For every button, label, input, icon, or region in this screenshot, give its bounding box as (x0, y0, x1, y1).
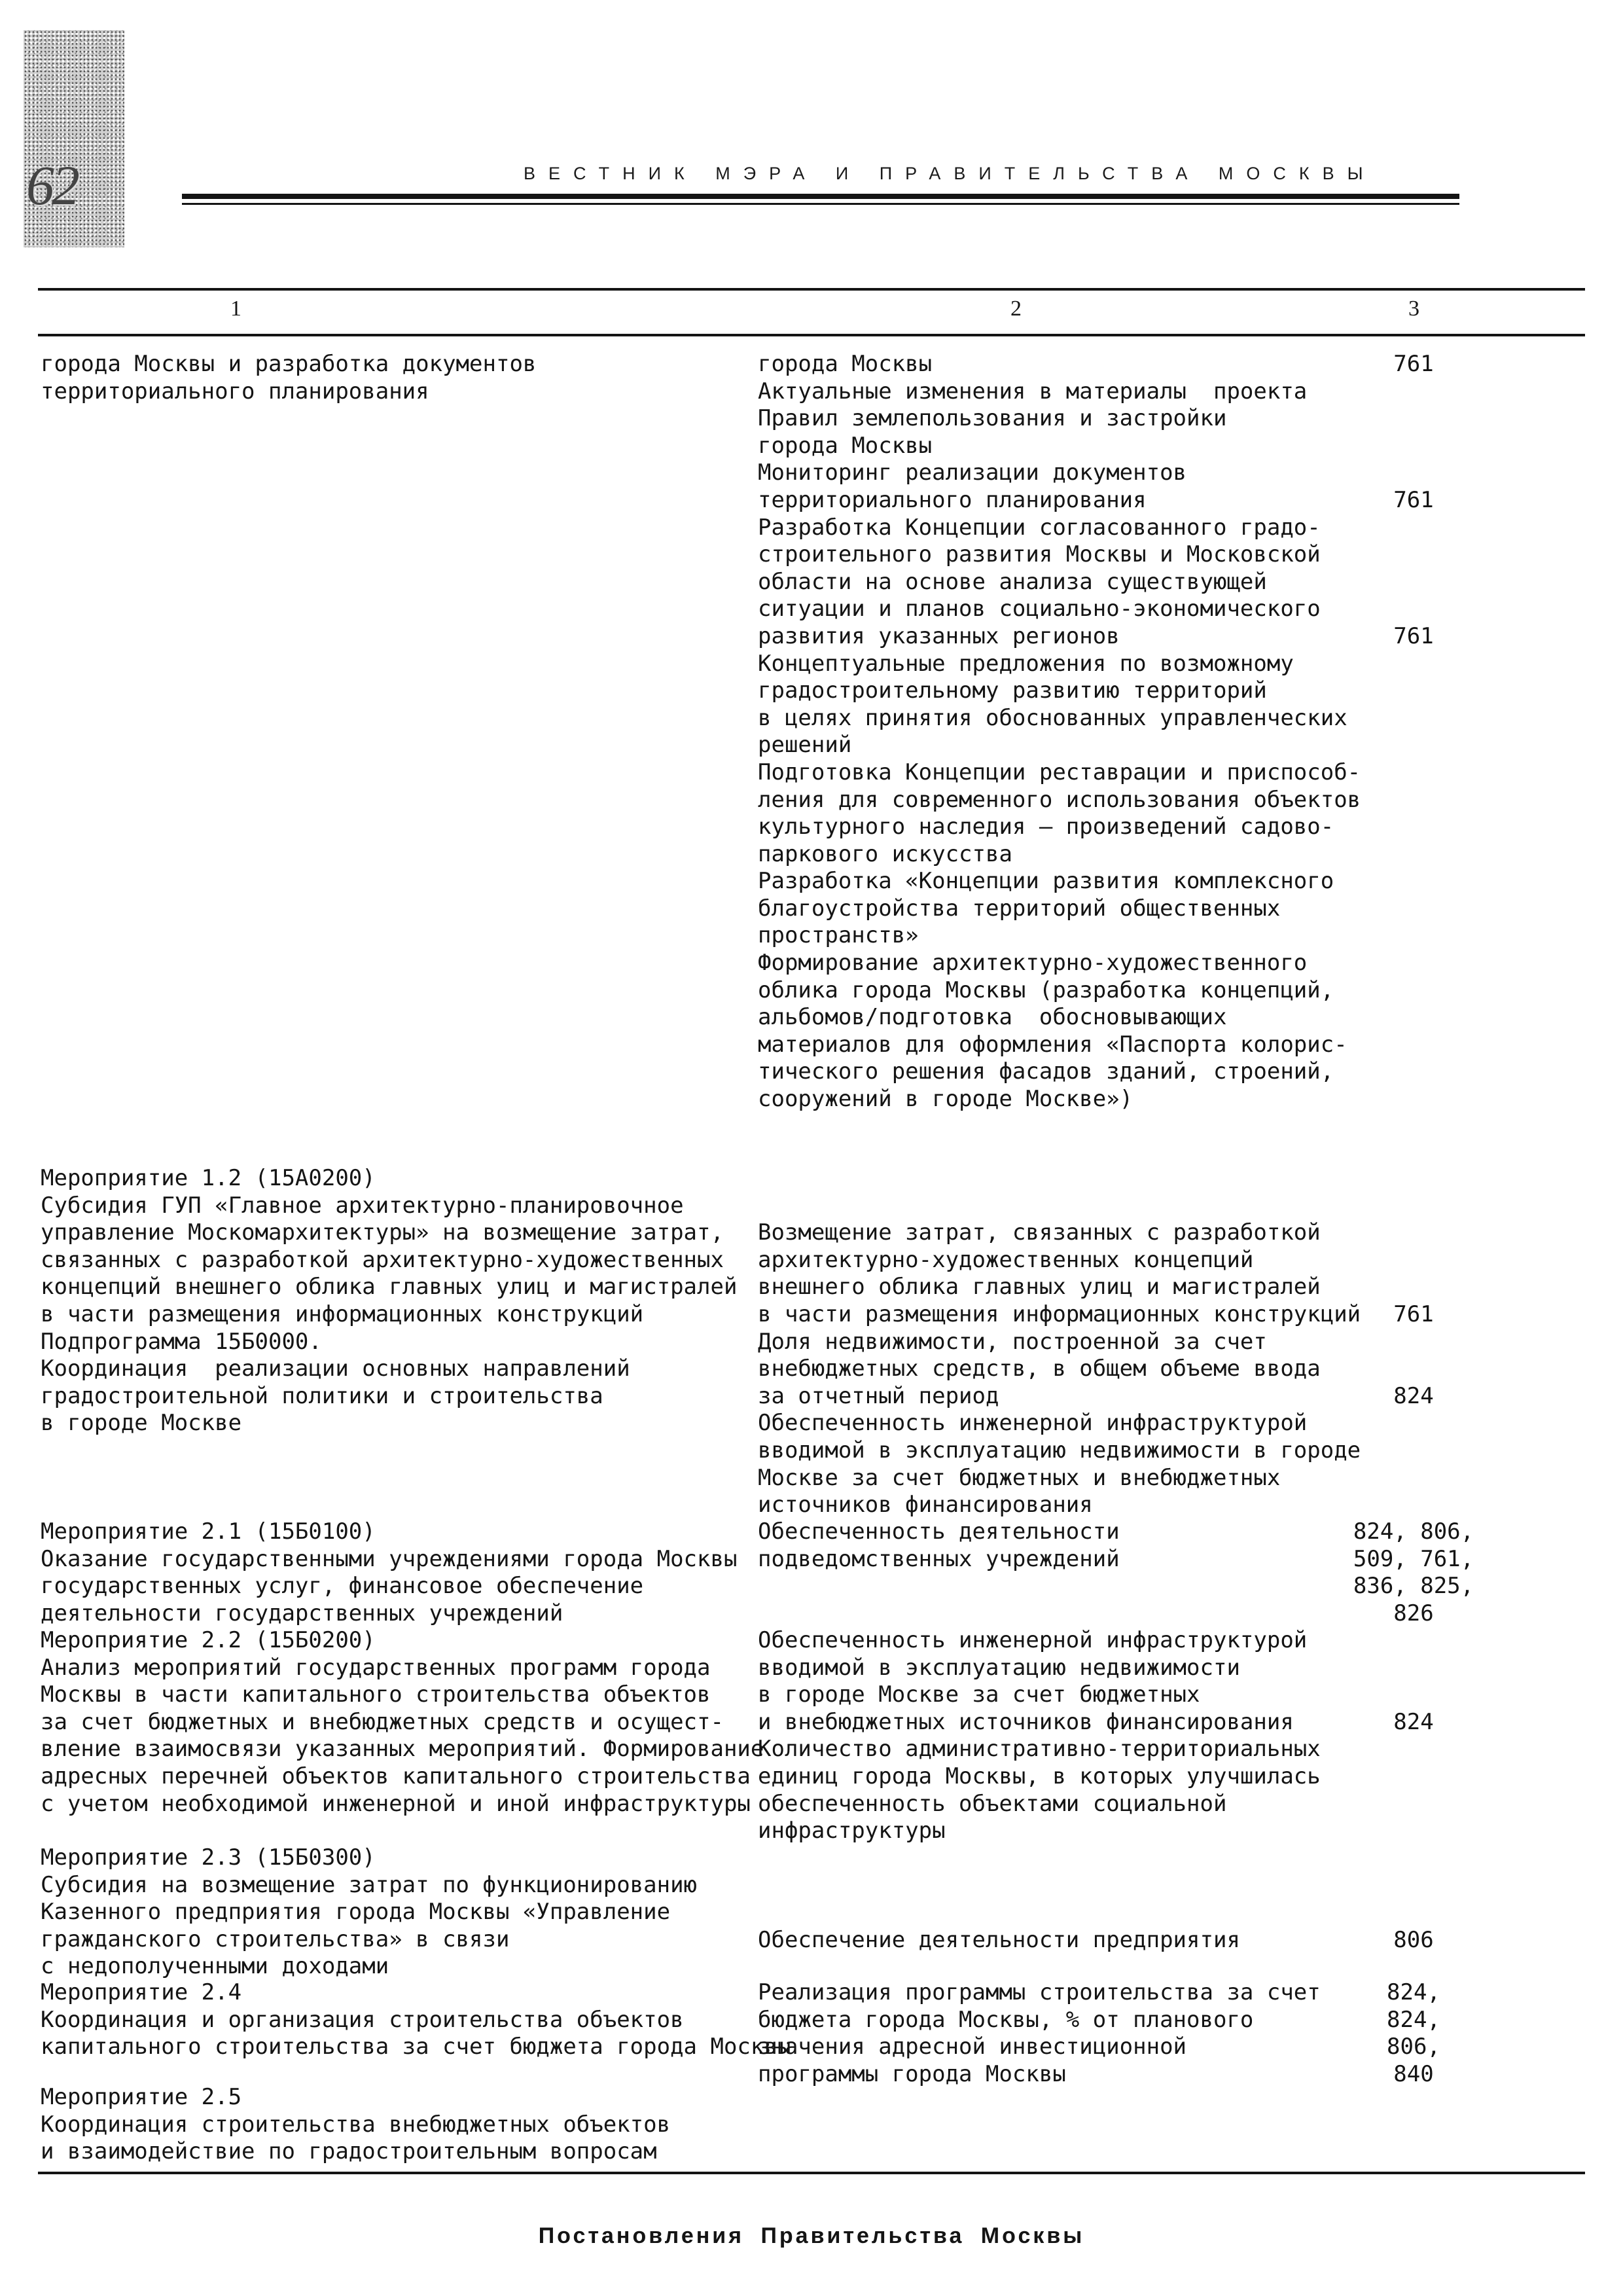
page-number: 62 (26, 154, 77, 217)
journal-title: ВЕСТНИК МЭРА И ПРАВИТЕЛЬСТВА МОСКВЫ (524, 164, 1376, 183)
table-header-rule (38, 334, 1585, 336)
table-top-rule (38, 288, 1585, 291)
row-0-col3: 761 761 761 (1393, 351, 1434, 649)
row-4-col2: Обеспечение деятельности предприятия (758, 1927, 1240, 1953)
row-3-col3: 824 (1393, 1708, 1434, 1735)
row-1-col3: 761 824 (1393, 1300, 1434, 1409)
row-3-col1: Мероприятие 2.2 (15Б0200) Анализ мероприятий государственных программ города Москвы в части капитального строительства объектов за счет бюджетных и внебюджетных средств и осущест- вление взаимосвязи указанных мероприятий. Формирование адресных перечней объектов капитального строительства с учетом необходимой инженерной и иной инфраструктуры (41, 1627, 764, 1817)
row-5-col1: Мероприятие 2.4 Координация и организация строительства объектов капитального строительства за счет бюджета города Москвы (41, 1979, 791, 2060)
column-header-1: 1 (230, 296, 241, 321)
column-header-3: 3 (1408, 296, 1419, 321)
row-2-col2: Обеспеченность деятельности подведомственных учреждений (758, 1518, 1120, 1572)
row-3-col2: Обеспеченность инженерной инфраструктурой вводимой в эксплуатацию недвижимости в городе Москве за счет бюджетных и внебюджетных источников финансирования Количество административно-территориальных единиц города Москвы, в которых улучшилась обеспеченность объектами социальной инфраструктуры (758, 1627, 1321, 1844)
header-rule-thick (182, 194, 1459, 199)
row-0-col2: города Москвы Актуальные изменения в материалы проекта Правил землепользования и застройки города Москвы Мониторинг реализации документов территориального планирования Разработка Концепции согласованного градо- строительного развития Москвы и Московской области на основе анализа существующей ситуации и планов социально-экономического развития указанных регионов Концептуальные предложения по возможному градостроительному развитию территорий в целях принятия обоснованных управленческих решений Подготовка Концепции реставрации и приспособ- ления для современного использования объектов культурного наследия — произведений садово- паркового искусства Разработка «Концепции развития комплексного благоустройства территорий общественных пространств» Формирование архитектурно-художественного облика города Москвы (разработка концепций, альбомов/подготовка обосновывающих материалов для оформления «Паспорта колорис- тического решения фасадов зданий, строений, сооружений в городе Москве») (758, 351, 1361, 1113)
row-0-col1: города Москвы и разработка документов территориального планирования (41, 351, 537, 404)
column-header-2: 2 (1010, 296, 1022, 321)
row-5-col2: Реализация программы строительства за счет бюджета города Москвы, % от планового значения адресной инвестиционной программы города Москвы (758, 1979, 1321, 2087)
row-4-col3: 806 (1393, 1927, 1434, 1953)
footer-section-title: Постановления Правительства Москвы (538, 2223, 1085, 2248)
header-rule-thin (182, 203, 1459, 205)
row-2-col3: 824, 806, 509, 761, 836, 825, 826 (1353, 1518, 1474, 1626)
row-4-col1: Мероприятие 2.3 (15Б0300) Субсидия на возмещение затрат по функционированию Казенного предприятия города Москвы «Управление гражданского строительства» в связи с недополученными доходами (41, 1844, 698, 1980)
row-1-col2: Возмещение затрат, связанных с разработкой архитектурно-художественных концепций внешнего облика главных улиц и магистралей в части размещения информационных конструкций Доля недвижимости, построенной за счет внебюджетных средств, в общем объеме ввода за отчетный период Обеспеченность инженерной инфраструктурой вводимой в эксплуатацию недвижимости в городе Москве за счет бюджетных и внебюджетных источников финансирования (758, 1219, 1361, 1518)
table-bottom-rule (38, 2172, 1585, 2174)
row-6-col1: Мероприятие 2.5 Координация строительства внебюджетных объектов и взаимодействие по градостроительным вопросам (41, 2084, 671, 2165)
row-5-col3: 824, 824, 806, 840 (1387, 1979, 1440, 2087)
row-1-col1: Мероприятие 1.2 (15А0200) Субсидия ГУП «Главное архитектурно-планировочное управление Москомархитектуры» на возмещение затрат, связанных с разработкой архитектурно-художественных концепций внешнего облика главных улиц и магистралей в части размещения информационных конструкций Подпрограмма 15Б0000. Координация реализации основных направлений градостроительной политики и строительства в городе Москве (41, 1165, 738, 1437)
row-2-col1: Мероприятие 2.1 (15Б0100) Оказание государственными учреждениями города Москвы государственных услуг, финансовое обеспечение деятельности государственных учреждений (41, 1518, 738, 1626)
